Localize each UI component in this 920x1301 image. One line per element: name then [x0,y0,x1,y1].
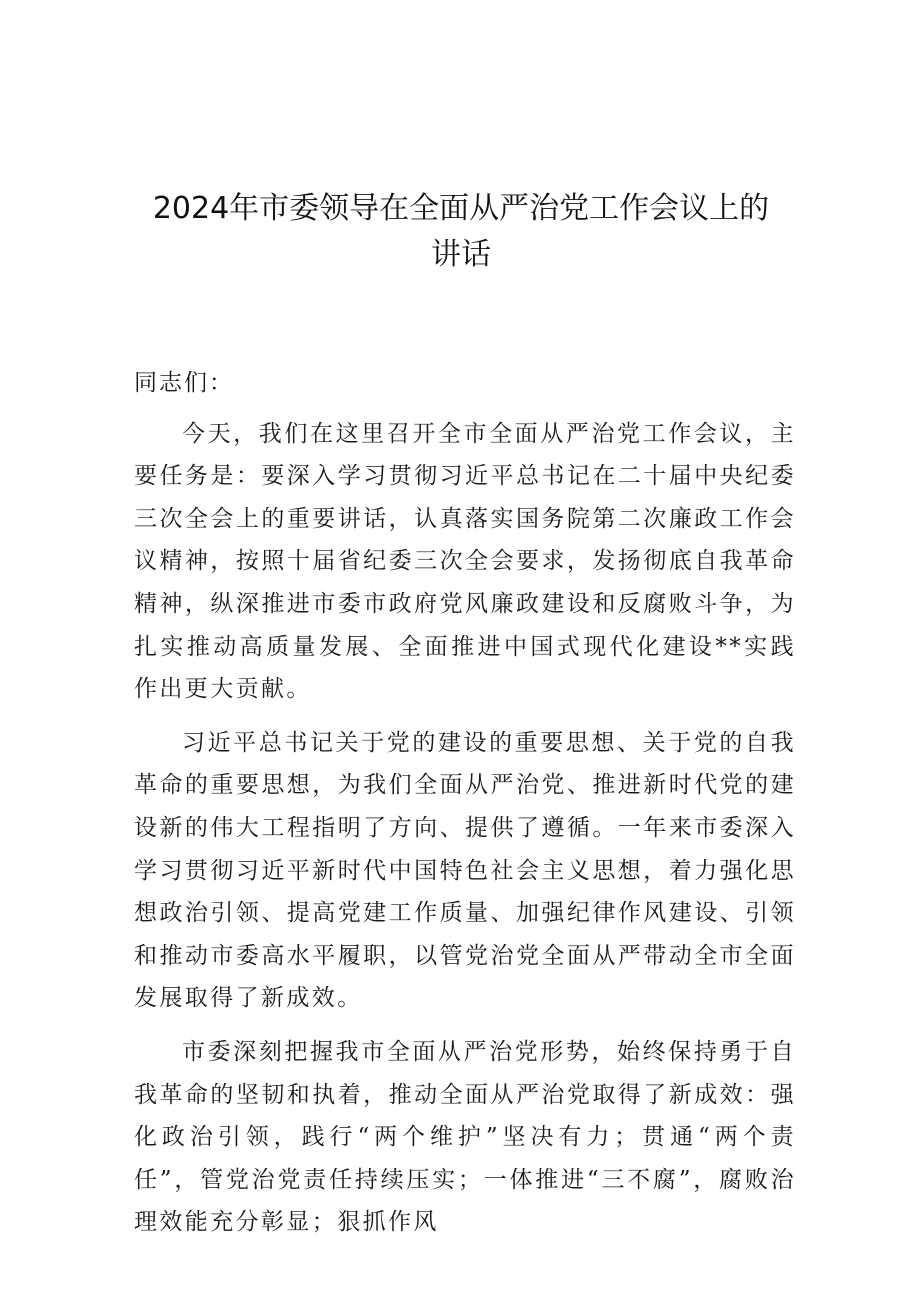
paragraph-1: 今天，我们在这里召开全市全面从严治党工作会议，主要任务是：要深入学习贯彻习近平总书记在二十届中央纪委三次全会上的重要讲话，认真落实国务院第二次廉政工作会议精神，按照十届省纪委三次全会要求，发扬彻底自我革命精神，纵深推进市委市政府党风廉政建设和反腐败斗争，为扎实推动高质量发展、全面推进中国式现代化建设**实践作出更大贡献。 [134,420,796,703]
salutation: 同志们： [134,370,234,396]
document-title [130,186,792,278]
document-body [134,362,796,1255]
title-line-2: 讲话 [431,237,491,272]
paragraph-3: 市委深刻把握我市全面从严治党形势，始终保持勇于自我革命的坚韧和执着，推动全面从严治党取得了新成效：强化政治引领，践行“两个维护”坚决有力；贯通“两个责任”，管党治党责任持续压实；一体推进“三不腐”，腐败治理效能充分彰显；狠抓作风 [134,1038,796,1236]
paragraph-2: 习近平总书记关于党的建设的重要思想、关于党的自我革命的重要思想，为我们全面从严治党、推进新时代党的建设新的伟大工程指明了方向、提供了遵循。一年来市委深入学习贯彻习近平新时代中国特色社会主义思想，着力强化思想政治引领、提高党建工作质量、加强纪律作风建设、引领和推动市委高水平履职，以管党治党全面从严带动全市全面发展取得了新成效。 [134,729,796,1012]
title-line-1: 2024年市委领导在全面从严治党工作会议上的 [152,191,770,226]
